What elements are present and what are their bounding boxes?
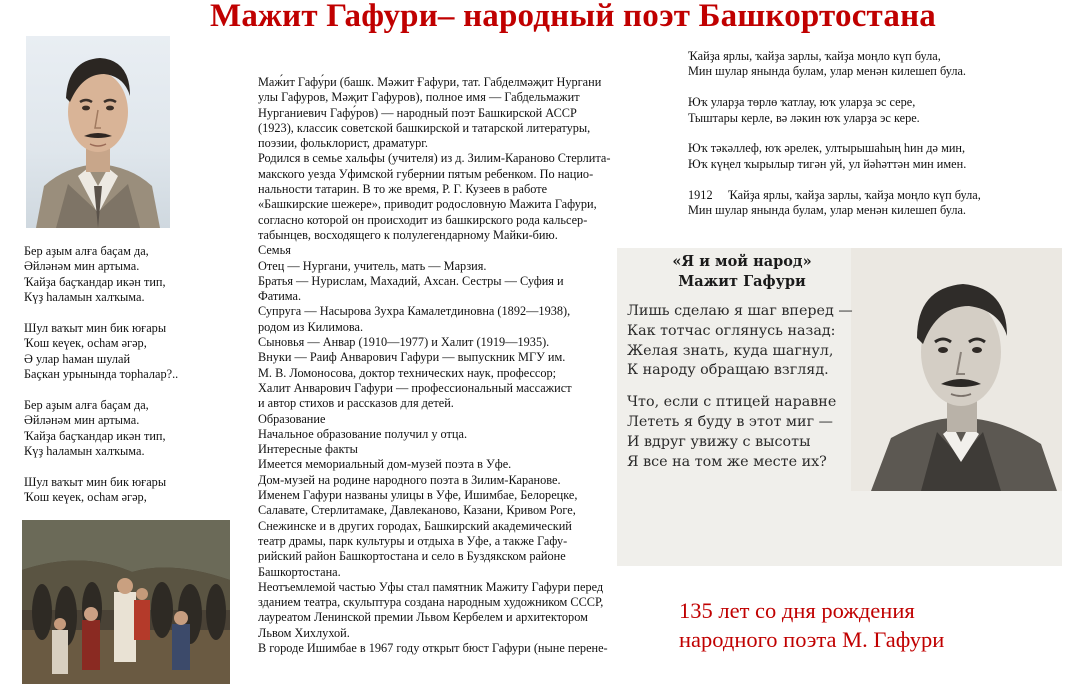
- bio-section-heading: Образование: [258, 411, 326, 426]
- poem-line: Ҡайҙа ярлы, ҡайҙа зарлы, ҡайҙа моңло күп була,: [688, 49, 941, 63]
- bio-line: Братья — Нурислам, Махадий, Ахсан. Сестры — Суфия и: [258, 273, 564, 288]
- bio-line: зданием театра, скульптура создана народным художником СССР,: [258, 595, 604, 610]
- poem-bashkir-right: [688, 49, 1018, 234]
- quote-line: Что, если с птицей наравне: [627, 394, 837, 411]
- bio-line: В городе Ишимбае в 1967 году открыт бюст Гафури (ныне перене-: [258, 640, 608, 655]
- quote-line: Лишь сделаю я шаг вперед —: [627, 303, 853, 319]
- bio-line: Отец — Нургани, учитель, мать — Марзия.: [258, 258, 487, 273]
- bio-line: улы Гафуров, Мәҗит Гафуров), полное имя — Габдельмажит: [258, 90, 580, 105]
- bio-line: табынцев, восходящего к полулегендарному Майки-бию.: [258, 227, 558, 242]
- quote-stanza: [627, 393, 857, 472]
- poem-line: Юҡ күңел ҡырылыр тигән уй, ул йәһәттән мин имен.: [688, 156, 967, 171]
- bio-line: М. В. Ломоносова, доктор технических наук, профессор;: [258, 365, 557, 380]
- quote-title: «Я и мой народ»: [672, 253, 812, 270]
- quote-line: И вдруг увижу с высоты: [627, 433, 811, 450]
- poem-stanza: [688, 49, 1018, 80]
- quote-author: Мажит Гафури: [678, 273, 806, 290]
- bio-section-heading: Семья: [258, 243, 291, 258]
- bio-line: Имеется мемориальный дом-музей поэта в Уфе.: [258, 457, 512, 472]
- poem-line: Юҡ уларҙа төрлө ҡатлау, юҡ уларҙа эс сере,: [688, 95, 916, 110]
- bio-line: Начальное образование получил у отца.: [258, 426, 468, 441]
- bio-line: Внуки — Раиф Анварович Гафури — выпускник МГУ им.: [258, 350, 566, 365]
- crowd-painting-image: [22, 520, 230, 684]
- quote-line: Желая знать, куда шагнул,: [627, 342, 834, 359]
- bio-line: согласно которой он происходит из башкирского рода кальсер-: [258, 212, 588, 227]
- bio-line: Супруга — Насырова Зухра Камалетдиновна (1892—1938),: [258, 304, 571, 319]
- poem-stanza: [24, 244, 224, 306]
- bio-line: поэзии, фольклорист, драматург.: [258, 136, 429, 151]
- poem-line: Ҡош кеүек, осһам әгәр,: [24, 490, 147, 505]
- poem-bashkir-left: [24, 244, 224, 521]
- poem-year: 1912: [688, 187, 713, 202]
- bio-line: Именем Гафури названы улицы в Уфе, Ишимбае, Белорецке,: [258, 488, 578, 503]
- bio-line: Халит Анварович Гафури — профессиональный массажист: [258, 380, 572, 395]
- poem-line: Күҙ һаламын халҡыма.: [24, 290, 145, 305]
- bio-line: Львом Хихлухой.: [258, 625, 350, 640]
- quote-line: Лететь я буду в этот миг —: [627, 413, 833, 430]
- quote-line: Я все на том же месте их?: [627, 453, 827, 470]
- poem-stanza: [24, 321, 224, 383]
- bio-line: родом из Килимова.: [258, 319, 364, 334]
- biography-text: [258, 75, 648, 656]
- poem-line: Юҡ тәкәллеф, юҡ әрелек, ултырышаһың һин дә мин,: [688, 141, 966, 156]
- bio-line: Маж́ит Гафу́ри (башк. Мәжит Ғафури, тат. Габделмәҗит Нургани: [258, 75, 602, 89]
- poem-line: Тыштары керле, вә ләкин юҡ уларҙа эс кере.: [688, 110, 920, 125]
- poem-stanza: [688, 141, 1018, 172]
- poem-line: Ҡайҙа баҫҡандар икән тип,: [24, 428, 166, 443]
- bio-line: Салавате, Стерлитамаке, Давлеканово, Казани, Кривом Роге,: [258, 503, 576, 518]
- poem-stanza: [24, 475, 224, 506]
- quote-panel-text: [627, 252, 857, 472]
- bio-line: «Башкирские шежере», приводит родословную Мажита Гафури,: [258, 197, 597, 212]
- bio-line: Сыновья — Анвар (1910—1977) и Халит (1919—1935).: [258, 335, 550, 350]
- bio-line: (1923), классик советской башкирской и татарской литературы,: [258, 120, 591, 135]
- bio-line: Фатима.: [258, 289, 302, 304]
- poem-stanza: [688, 95, 1018, 126]
- poem-stanza: [24, 398, 224, 460]
- poem-line: Әйләнәм мин артыма.: [24, 259, 140, 274]
- anniversary-caption: [679, 596, 944, 654]
- quote-line: Как тотчас оглянусь назад:: [627, 322, 836, 339]
- poem-line: Ҡош кеүек, осһам әгәр,: [24, 336, 147, 351]
- poem-line: Шул ваҡыт мин бик юғары: [24, 475, 167, 490]
- poem-line: Мин шулар янында булам, улар менән килешеп була.: [688, 64, 967, 79]
- bio-line: и автор стихов и рассказов для детей.: [258, 396, 454, 411]
- poem-line: Әйләнәм мин артыма.: [24, 413, 140, 428]
- anniversary-line: народного поэта М. Гафури: [679, 627, 945, 652]
- poem-stanza: [688, 188, 1018, 219]
- bio-line: рийский район Башкортостана и село в Буздякском районе: [258, 549, 566, 564]
- bio-line: Снежинске и в других городах, Башкирский академический: [258, 518, 572, 533]
- bio-line: макского уезда Уфимской губернии пятым ребенком. По нацио-: [258, 166, 594, 181]
- bio-line: Родился в семье хальфы (учителя) из д. Зилим-Караново Стерлита-: [258, 151, 611, 166]
- bio-line: Нурганиевич Гафу́ров) — народный поэт Башкирской АССР: [258, 105, 577, 120]
- poem-line: Ә улар һаман шулай: [24, 351, 131, 366]
- quote-line: К народу обращаю взгляд.: [627, 362, 829, 379]
- bio-line: Дом-музей на родине народного поэта в Зилим-Каранове.: [258, 472, 561, 487]
- bio-line: Неотъемлемой частью Уфы стал памятник Мажиту Гафури перед: [258, 579, 604, 594]
- poet-portrait-photo: [26, 36, 170, 228]
- poem-line: Ҡайҙа ярлы, ҡайҙа зарлы, ҡайҙа моңло күп була,: [728, 187, 981, 202]
- poem-line: Баҫкан урынында торһалар?..: [24, 367, 179, 382]
- anniversary-line: 135 лет со дня рождения: [679, 598, 915, 623]
- poem-line: Күҙ һаламын халҡыма.: [24, 444, 145, 459]
- quote-stanza: [627, 302, 857, 381]
- bio-line: нальности татарин. В то же время, Р. Г. Кузеев в работе: [258, 182, 548, 197]
- page-title: Мажит Гафури– народный поэт Башкортостана: [210, 0, 936, 34]
- bio-section-heading: Интересные факты: [258, 442, 358, 457]
- bio-line: лауреатом Ленинской премии Львом Кербелем и архитектором: [258, 610, 588, 625]
- bio-line: театр драмы, парк культуры и отдыха в Уфе, а также Гафу-: [258, 533, 568, 548]
- poem-line: Бер аҙым алға баҫам да,: [24, 398, 149, 413]
- poem-line: Мин шулар янында булам, улар менән килешеп була.: [688, 203, 967, 218]
- poem-line: Ҡайҙа баҫҡандар икән тип,: [24, 274, 166, 289]
- poet-portrait-drawing: [851, 248, 1062, 491]
- poem-line: Шул ваҡыт мин бик юғары: [24, 321, 167, 336]
- bio-line: Башкортостана.: [258, 564, 341, 579]
- poem-line: Бер аҙым алға баҫам да,: [24, 244, 149, 258]
